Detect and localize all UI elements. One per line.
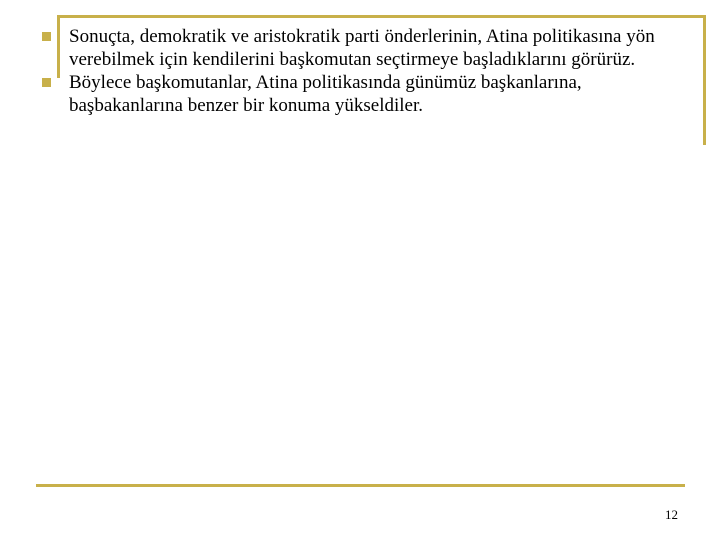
top-horizontal-rule bbox=[57, 15, 706, 18]
square-bullet-icon bbox=[42, 32, 51, 41]
slide-content bbox=[42, 25, 662, 117]
bottom-horizontal-rule bbox=[36, 484, 685, 487]
bullet-list bbox=[42, 25, 662, 117]
square-bullet-icon bbox=[42, 78, 51, 87]
bullet-item bbox=[42, 71, 662, 117]
bullet-text: Sonuçta, demokratik ve aristokratik parti önderlerinin, Atina politikasına yön verebilmek için kendilerini başkomutan seçtirmeye başladıklarını görürüz. bbox=[69, 26, 655, 70]
right-vertical-rule bbox=[703, 15, 706, 145]
bullet-item bbox=[42, 25, 662, 71]
page-number: 12 bbox=[665, 507, 678, 522]
bullet-text: Böylece başkomutanlar, Atina politikasında günümüz başkanlarına, başbakanlarına benzer bir konuma yükseldiler. bbox=[69, 72, 582, 116]
